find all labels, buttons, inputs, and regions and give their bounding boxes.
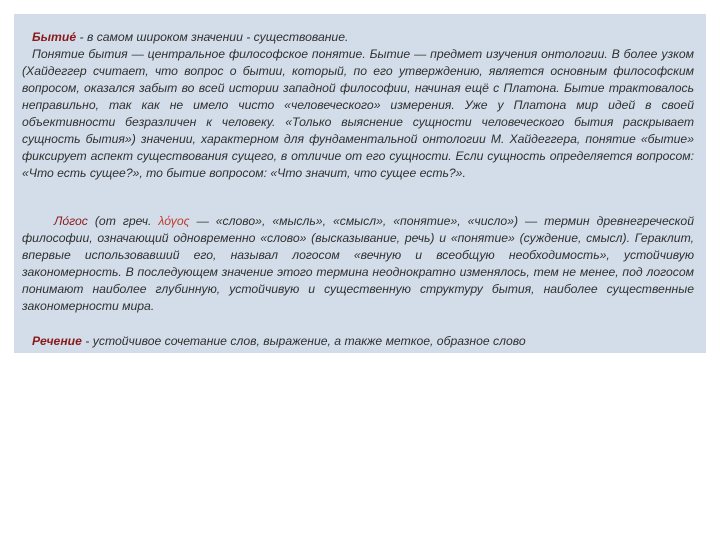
paragraph-logos [22, 213, 694, 315]
term-bytie: Бытие́ [32, 30, 77, 44]
term-rechenie: Речение [32, 334, 82, 348]
text-logos: — «слово», «мысль», «смысл», «понятие», «число») — термин древнегреческой философии, означающий одновременно «слово» (высказывание, речь) и «понятие» (суждение, смысл). Гераклит, впервые использовавший его, называл логосом «вечную и всеобщую необходимость», устойчивую закономерность. В последующем значение этого термина неоднократно изменялось, тем не менее, под логосом понимают наиболее глубинную, устойчивую и существенную структуру бытия, наиболее существенные закономерности мира. [22, 214, 694, 313]
definition-rechenie: - устойчивое сочетание слов, выражение, а также меткое, образное слово [81, 334, 526, 348]
paragraph-bytie [22, 29, 694, 182]
definition-bytie: - в самом широком значении - существование. [76, 30, 349, 44]
greek-word: λόγος [158, 214, 190, 228]
term-logos: Ло́гос [54, 214, 88, 228]
text-bytie: Понятие бытия — центральное философское понятие. Бытие — предмет изучения онтологии. В более узком (Хайдеггер считает, что вопрос о бытии, который, по его утверждению, является основным философским вопросом, оказался забыт во всей истории западной философии, начиная ещё с Платона. Бытие трактовалось неправильно, так как не имело чисто «человеческого» измерения. Уже у Платона мир идей в своей объективности безразличен к человеку. «Только выяснение сущности человеческого бытия раскрывает сущность бытия») значении, характерном для фундаментальной онтологии М. Хайдеггера, понятие «бытие» фиксирует аспект существования сущего, в отличие от его сущности. Если сущность определяется вопросом: «Что есть сущее?», то бытие вопросом: «Что значит, что сущее есть?». [22, 47, 694, 180]
logos-prefix: (от греч. [87, 214, 159, 228]
paragraph-rechenie [22, 333, 694, 350]
